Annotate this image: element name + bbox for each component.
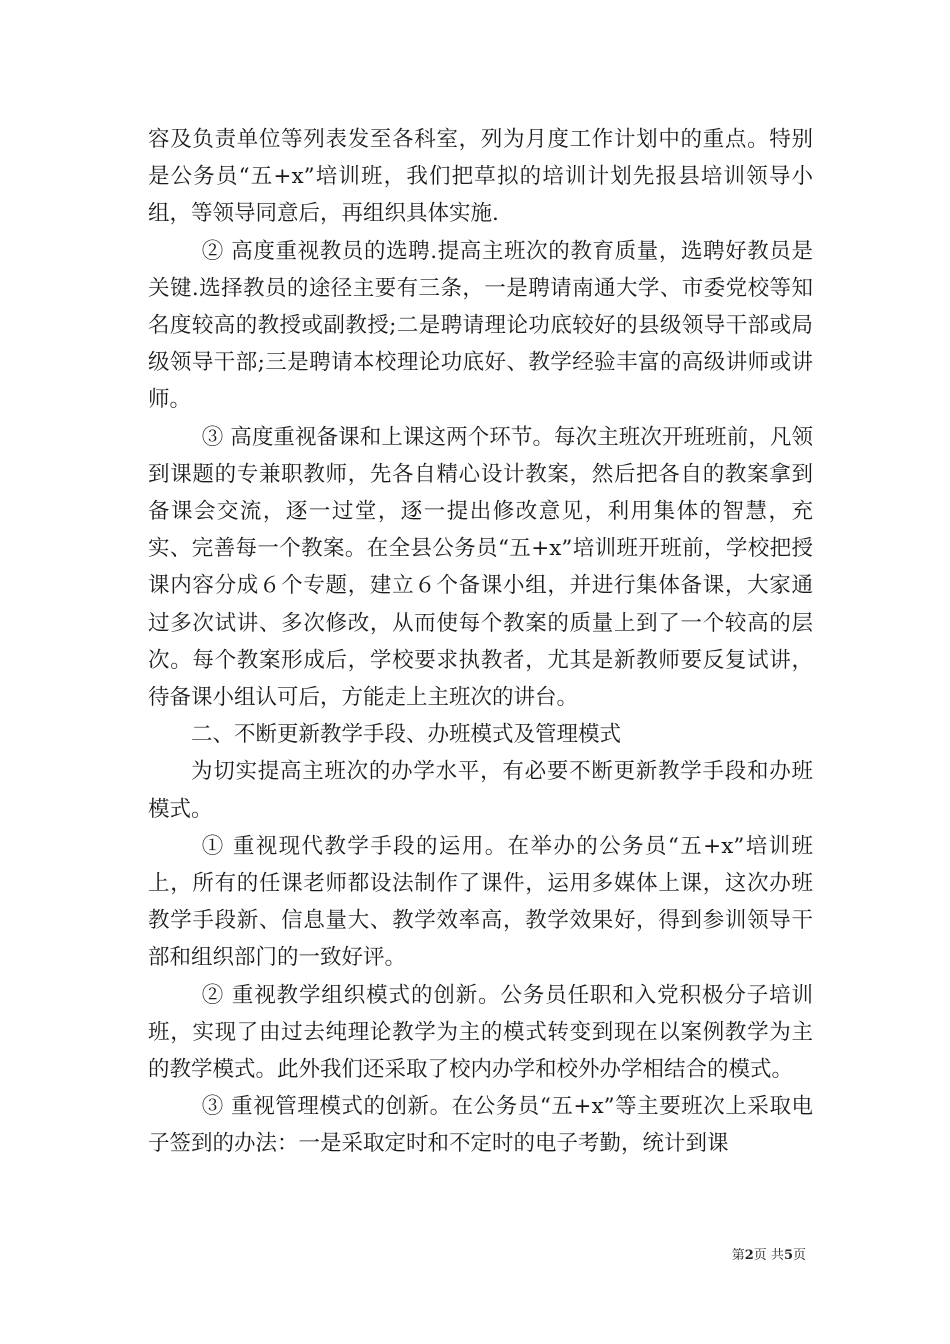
footer-suffix: 页: [792, 1248, 806, 1263]
footer-current-page: 2: [744, 1248, 754, 1263]
paragraph-plan-continuation: 容及负责单位等列表发至各科室，列为月度工作计划中的重点。特别是公务员“五+x”培训班，我们把草拟的培训计划先报县培训领导小组，等领导同意后，再组织具体实施.: [148, 127, 813, 227]
paragraph-lesson-preparation: ③ 高度重视备课和上课这两个环节。每次主班次开班班前，凡领到课题的专兼职教师，先各自精心设计教案，然后把各自的教案拿到备课会交流，逐一过堂，逐一提出修改意见，利用集体的智慧，充实、完善每一个教案。在全县公务员“五+x”培训班开班前，学校把授课内容分成６个专题，建立６个备课小组，并进行集体备课，大家通过多次试讲、多次修改，从而使每个教案的质量上到了一个较高的层次。每个教案形成后，学校要求执教者，尤其是新教师要反复试讲，待备课小组认可后，方能走上主班次的讲台。: [148, 424, 813, 711]
paragraph-teacher-selection: ② 高度重视教员的选聘.提高主班次的教育质量，选聘好教员是关键.选择教员的途径主要有三条，一是聘请南通大学、市委党校等知名度较高的教授或副教授;二是聘请理论功底较好的县级领导干部或局级领导干部;三是聘请本校理论功底好、教学经验丰富的高级讲师或讲师。: [148, 238, 813, 413]
document-body: [148, 121, 813, 1163]
footer-prefix: 第: [731, 1248, 745, 1263]
section-heading-two: 二、不断更新教学手段、办班模式及管理模式: [191, 722, 622, 748]
paragraph-section-intro: 为切实提高主班次的办学水平，有必要不断更新教学手段和办班模式。: [148, 759, 813, 822]
page-number-footer: [732, 1247, 806, 1265]
paragraph-management-innovation: ③ 重视管理模式的创新。在公务员“五+x”等主要班次上采取电子签到的办法：一是采取定时和不定时的电子考勤，统计到课: [148, 1094, 813, 1157]
paragraph-modern-teaching-means: ① 重视现代教学手段的运用。在举办的公务员“五+x”培训班上，所有的任课老师都设法制作了课件，运用多媒体上课，这次办班教学手段新、信息量大、教学效率高，教学效果好，得到参训领导干部和组织部门的一致好评。: [148, 833, 813, 971]
footer-middle: 页 共: [753, 1248, 784, 1263]
paragraph-teaching-organization: ② 重视教学组织模式的创新。公务员任职和入党积极分子培训班，实现了由过去纯理论教学为主的模式转变到现在以案例教学为主的教学模式。此外我们还采取了校内办学和校外办学相结合的模式。: [148, 982, 813, 1083]
footer-total-pages: 5: [783, 1248, 793, 1263]
